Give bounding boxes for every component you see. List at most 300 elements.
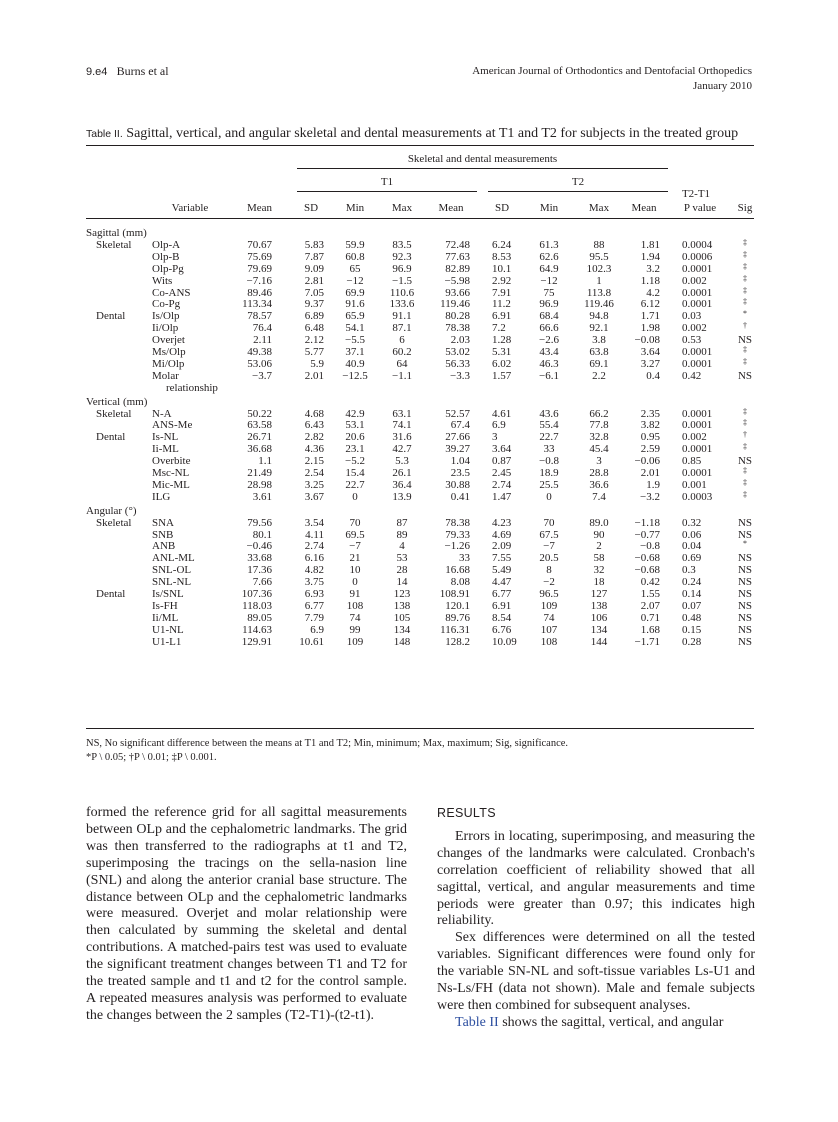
table-cell: 6.77 [492,588,512,600]
table-cell: 10.61 [299,635,324,648]
table-cell: 106 [590,611,608,624]
table-cell: 4.82 [304,564,324,577]
table-cell: 0.24 [682,576,702,589]
table-cell: 26.71 [247,431,272,444]
table-cell: 10.1 [492,262,512,275]
table-cell: 0.87 [492,455,512,468]
table-cell: 23.5 [450,467,470,479]
table-cell: 61.3 [539,238,559,251]
table-cell: 0.0001 [682,346,713,358]
table-cell: 87 [396,516,408,529]
table-cell: 0.0006 [682,250,713,263]
table-cell: 10 [349,564,361,577]
table-cell: 53.1 [345,419,365,432]
table-cell: −1.1 [392,369,412,382]
table-cell: ‡ [743,345,747,354]
results-heading: RESULTS [437,806,496,820]
table-cell: 15.4 [345,467,365,479]
table-cell: −0.68 [634,564,660,577]
table-cell: 42.9 [345,407,365,420]
table-cell: 3.82 [640,419,660,432]
table-cell: 67.4 [450,419,470,432]
running-header-left [86,64,169,79]
table-cell: 30.88 [445,478,470,491]
table-cell: 2.74 [492,478,512,491]
table-cell: −1.18 [634,516,660,529]
table-cell: 109 [346,635,364,648]
table-cell: NS [737,528,753,541]
table-cell: 79.69 [247,262,272,275]
column-header: SD [303,202,319,214]
table-cell: 78.57 [247,310,272,323]
table-cell: 89.05 [247,611,272,624]
variable-name: ILG [152,490,171,503]
table-cell: 0.42 [640,576,660,589]
table-cell: NS [737,623,753,636]
table-cell: 1.55 [640,588,660,600]
table-cell: 69.5 [345,528,365,541]
table-cell: ‡ [743,356,747,366]
table-cell: 102.3 [586,262,612,275]
table-cell: 7.4 [592,490,606,503]
table-cell: 89.46 [247,286,272,299]
variable-name: N-A [152,407,172,420]
table-cell: 72.48 [445,238,470,251]
table-cell: 6.93 [304,588,324,600]
table-cell: 76.4 [252,322,272,335]
table-cell: 1.98 [640,322,660,335]
table-cell: 25.5 [539,478,559,491]
table-cell: 93.66 [445,286,470,299]
table-cell: 94.8 [589,310,609,323]
table-cell: 107 [540,623,558,636]
table-cell: 16.68 [445,564,470,577]
table-cell: 128.2 [445,635,470,648]
variable-name: Is-NL [152,431,179,444]
table-cell: 77.8 [589,419,609,432]
column-header: Max [588,202,610,214]
column-header: Min [539,202,559,214]
table-cell: 59.9 [345,238,365,251]
table-cell: ‡ [743,406,747,416]
variable-name: U1-NL [152,623,184,636]
table-cell: 0.04 [682,540,702,553]
table-cell: 3.67 [304,490,324,503]
column-header: Sig [737,202,753,214]
table-cell: 74 [543,611,555,624]
table-cell: 18 [593,576,605,589]
table-cell: 0.0001 [682,262,713,275]
section-label: Sagittal (mm) [86,227,147,239]
table-cell: 2.03 [450,334,470,347]
table-cell: 75 [543,286,555,299]
variable-name: ANB [152,540,176,553]
table-cell: * [743,309,747,319]
table-cell: 33 [543,443,555,456]
variable-name: Ms/Olp [152,346,186,358]
table-cell: 4.2 [646,286,660,299]
table-cell: 123 [393,588,411,600]
variable-name: Ii/Olp [152,322,179,335]
table-cell: −5.98 [444,274,470,287]
results-paragraph-1: Errors in locating, superimposing, and measuring the changes of the landmarks were calculated. Cronbach's correlation coefficient of reliability showed that all sagittal, vertical, and angular measurements and time periods were greater than 0.97; this indicates high reliability. [437,828,755,929]
group-label: Skeletal [96,407,132,420]
table-cell: 6.9 [310,623,324,636]
table-cell: 0.0004 [682,238,713,251]
table-cell: 8 [546,564,552,577]
variable-name: Wits [152,274,173,287]
table-cell: 0.14 [682,588,702,600]
table-cell: 3.25 [304,478,324,491]
table-cell: 0.002 [682,431,707,444]
table-cell: NS [737,611,753,624]
table-cell: NS [737,599,753,612]
table-cell: 138 [393,599,411,612]
table-cell: 2.45 [492,467,512,479]
table-cell: 26.1 [392,467,412,479]
table-cell: NS [737,552,753,565]
table-cell: 89 [396,528,408,541]
variable-name: Molar [152,369,179,382]
variable-name: U1-L1 [152,635,182,648]
t2-header: T2 [571,176,585,188]
table-cell: 69.9 [345,286,365,299]
table-cell: NS [737,516,753,529]
table-cell: 40.9 [345,357,365,370]
table-cell: 3 [492,431,498,444]
table-bottom-rule [86,728,754,729]
table-cell: 8.08 [450,576,470,589]
table-cell: 33 [459,552,470,565]
table-cell: 91.6 [345,298,365,311]
table-cell: ‡ [743,261,747,271]
table-cell: 1.94 [640,250,660,263]
table-cell: 6.76 [492,623,512,636]
table-cell: 14 [396,576,408,589]
table-cell: 9.37 [304,298,324,311]
table-cell: ‡ [743,285,747,295]
variable-name: Olp-A [152,238,181,251]
table-cell: 3 [596,455,602,468]
table-cell: 66.6 [539,322,559,335]
table-cell: 2.07 [640,599,660,612]
table-cell: −3.7 [252,369,272,382]
table-cell: 74.1 [392,419,412,432]
table-cell: 0.03 [682,310,702,323]
left-column [86,805,407,1025]
t2-rule [488,191,668,192]
table-cell: 78.38 [445,322,470,335]
table-cell: 4 [399,540,405,553]
table-cell: −1.71 [634,635,660,648]
table-cell: 20.5 [539,552,559,565]
table-cell: 0.4 [646,369,660,382]
table-cell: 2.09 [492,540,512,553]
table-cell: 5.49 [492,564,512,577]
table-cell: 114.63 [242,623,272,636]
table-cell: 2.01 [640,467,660,479]
table-cell: 65.9 [345,310,365,323]
table-cell: 2.59 [640,443,660,456]
right-column [437,805,755,1032]
table-cell: † [743,321,747,331]
table-cell: 42.7 [392,443,412,456]
table-cell: 2.15 [304,455,324,468]
table-cell: 27.66 [445,431,470,444]
results-paragraph-3 [437,1015,755,1032]
table-cell: 53.06 [247,357,272,370]
table-cell: 0.41 [450,490,470,503]
table-cell: 0.69 [682,552,702,565]
table-cell: −3.2 [640,490,660,503]
table-cell: 0.48 [682,611,702,624]
table-cell: 8.53 [492,250,512,263]
table-cell: 134 [393,623,411,636]
table-cell: 1.47 [492,490,512,503]
column-header: Mean [438,202,464,214]
table-cell: −6.1 [539,369,559,382]
table-cell: 46.3 [539,357,559,370]
table-cell: −0.77 [634,528,660,541]
table-cell: 63.58 [247,419,272,432]
table-cell: 21 [349,552,361,565]
table-cell: NS [737,564,753,577]
table-cell: 110.6 [389,286,415,299]
table-cell: 0.53 [682,334,702,347]
table-cell: 32.8 [589,431,609,444]
table-cell: 17.36 [247,564,272,577]
table-cell: 1.71 [640,310,660,323]
table-cell: 1.81 [640,238,660,251]
table-cell: 78.38 [445,516,470,529]
table-cell: 7.2 [492,322,506,335]
table-cell: 2.81 [304,274,324,287]
section-label: Vertical (mm) [86,395,148,408]
table-cell: 0.0001 [682,357,713,370]
table-cell: 45.4 [589,443,609,456]
table-cell: 127 [590,588,608,600]
table-cell: 6.91 [492,599,512,612]
table-cell: 63.8 [589,346,609,358]
diff-header: T2-T1 [681,188,711,200]
table-cell: 89.76 [445,611,470,624]
table-cell: 2.2 [592,369,606,382]
table-cell: 8.54 [492,611,512,624]
table-cell: 28.8 [589,467,609,479]
column-header: Min [345,202,365,214]
table-cell: 0.0001 [682,443,713,456]
table-cell: ‡ [743,297,747,307]
table-cell: 0.0001 [682,419,713,432]
table-cell: 63.1 [392,407,412,420]
table-cell: −3.3 [450,369,470,382]
table-cell: 82.89 [445,262,470,275]
table-cell: 0.85 [682,455,702,468]
table-cell: 96.9 [539,298,559,311]
table-cell: −0.08 [634,334,660,347]
table-cell: 148 [393,635,411,648]
table-cell: 6.89 [304,310,324,323]
table-cell: 5.3 [395,455,409,468]
variable-name: SNL-NL [152,576,192,589]
column-header: SD [494,202,510,214]
table-cell: −0.8 [640,540,660,553]
table-cell: −2.6 [539,334,559,347]
authors: Burns et al [116,64,169,78]
table-cell: −7 [543,540,555,553]
variable-name: Mic-ML [152,478,190,491]
table-cell: * [743,539,747,549]
footnote-abbreviations: NS, No significant difference between the means at T1 and T2; Min, minimum; Max, maximum; Sig, significance. [86,738,569,749]
variable-name: ANS-Me [152,419,193,432]
table-cell: 3.27 [640,357,660,370]
table-cell: 1.68 [640,623,660,636]
table-cell: 4.23 [492,516,512,529]
table-cell: 64 [396,357,408,370]
table-cell: 6.9 [492,419,506,432]
group-header: Skeletal and dental measurements [407,153,558,165]
table-cell: 0.71 [640,611,660,624]
table-cell: 6.43 [304,419,324,432]
table-cell: ‡ [743,442,747,452]
table-cell: 113.8 [586,286,612,299]
table-cell: 88 [593,238,605,251]
variable-name: SNL-OL [152,564,192,577]
table-cell: 0.07 [682,599,702,612]
table-cell: 0.95 [640,431,660,444]
table-cell: ‡ [743,249,747,259]
table-cell: 5.83 [304,238,324,251]
variable-name: Olp-Pg [152,262,184,275]
table-cell: 18.9 [539,467,559,479]
table-cell: 60.8 [345,250,365,263]
table-cell: 6.02 [492,357,512,370]
table-cell: 3.8 [592,334,606,347]
table-cell: ‡ [743,466,747,475]
group-label: Dental [96,310,126,323]
table-cell: 1 [596,274,602,287]
t1-header: T1 [380,176,394,188]
table-cell: 3.64 [640,346,660,358]
table-cell: NS [737,635,753,648]
table-cell: 0.28 [682,635,702,648]
table-cell: −7 [349,540,361,553]
table-cell: 36.68 [247,443,272,456]
table-cell: ‡ [743,418,747,428]
table-cell: 0.0001 [682,286,713,299]
table-cell: 2.54 [304,467,324,479]
table-cell: 108.91 [439,588,470,600]
table-cell: 92.1 [589,322,609,335]
table-cell: 7.66 [252,576,272,589]
table-cell: 1.57 [492,369,512,382]
table-cell: 22.7 [539,431,559,444]
table-cell: −2 [543,576,555,589]
table-cell: 70 [543,516,555,529]
table-cell: 3.75 [304,576,324,589]
table-cell: 1.04 [450,455,470,468]
table-cell: 133.6 [389,298,415,311]
table-cell: 58 [593,552,605,565]
table-cell: 0.002 [682,322,707,335]
variable-name: Is/Olp [152,310,180,323]
table-cell: 5.31 [492,346,512,358]
table-cell: 10.09 [492,635,517,648]
table-cell: 43.4 [539,346,559,358]
table-cell: ‡ [743,273,747,283]
table-cell: 22.7 [345,478,365,491]
table-cell: 96.9 [392,262,412,275]
table-cell: 116.31 [440,623,470,636]
table-cell: −0.06 [634,455,660,468]
table-cell: 4.61 [492,407,512,420]
table-cell: −0.8 [539,455,559,468]
table-cell: 33.68 [247,552,272,565]
table-cell: 2.82 [304,431,324,444]
table-cell: NS [737,334,753,347]
table-cell: 23.1 [345,443,365,456]
group-label: Skeletal [96,516,132,529]
table-cell: 1.1 [258,455,272,468]
table-cell: 108 [540,635,558,648]
table-cell: 20.6 [345,431,365,444]
table-cell: 77.63 [445,250,470,263]
table-cell: 39.27 [445,443,470,456]
table-cell: 54.1 [345,322,365,335]
table-cell: 75.69 [247,250,272,263]
table-cell: 0 [546,490,552,503]
variable-name: Msc-NL [152,467,190,479]
table-cell: 31.6 [392,431,412,444]
table-cell: 7.79 [304,611,324,624]
table-ii-link[interactable]: Table II [455,1014,499,1030]
running-header-right [472,64,752,94]
group-rule [297,168,668,169]
variable-name: SNA [152,516,175,529]
table-cell: 3.2 [646,262,660,275]
table-cell: −0.46 [246,540,272,553]
table-cell: 28.98 [247,478,272,491]
table-cell: 70 [349,516,361,529]
table-cell: 3.54 [304,516,324,529]
table-cell: 2 [596,540,602,553]
table-cell: −5.2 [345,455,365,468]
table-cell: NS [737,576,753,589]
table-cell: 1.9 [646,478,660,491]
table-cell: 0.0001 [682,467,713,479]
table-cell: 60.2 [392,346,412,358]
table-cell: 64.9 [539,262,559,275]
table-cell: 49.38 [247,346,272,358]
variable-name: Overjet [152,334,185,347]
table-cell: 80.28 [445,310,470,323]
table-cell: 2.12 [304,334,324,347]
issue-date: January 2010 [693,80,752,92]
table-cell: 91 [349,588,361,600]
variable-name: Co-ANS [152,286,191,299]
table-cell: 0 [352,576,358,589]
table-cell: 0.06 [682,528,702,541]
table-cell: 7.55 [492,552,512,565]
table-cell: 7.91 [492,286,512,299]
table-cell: 6.16 [304,552,324,565]
table-cell: 0.0001 [682,298,713,311]
table-cell: 6.77 [304,599,324,612]
table-caption [86,126,758,142]
table-cell: 50.22 [247,407,272,420]
table-cell: 6.12 [640,298,660,311]
column-header: Mean [246,202,272,214]
